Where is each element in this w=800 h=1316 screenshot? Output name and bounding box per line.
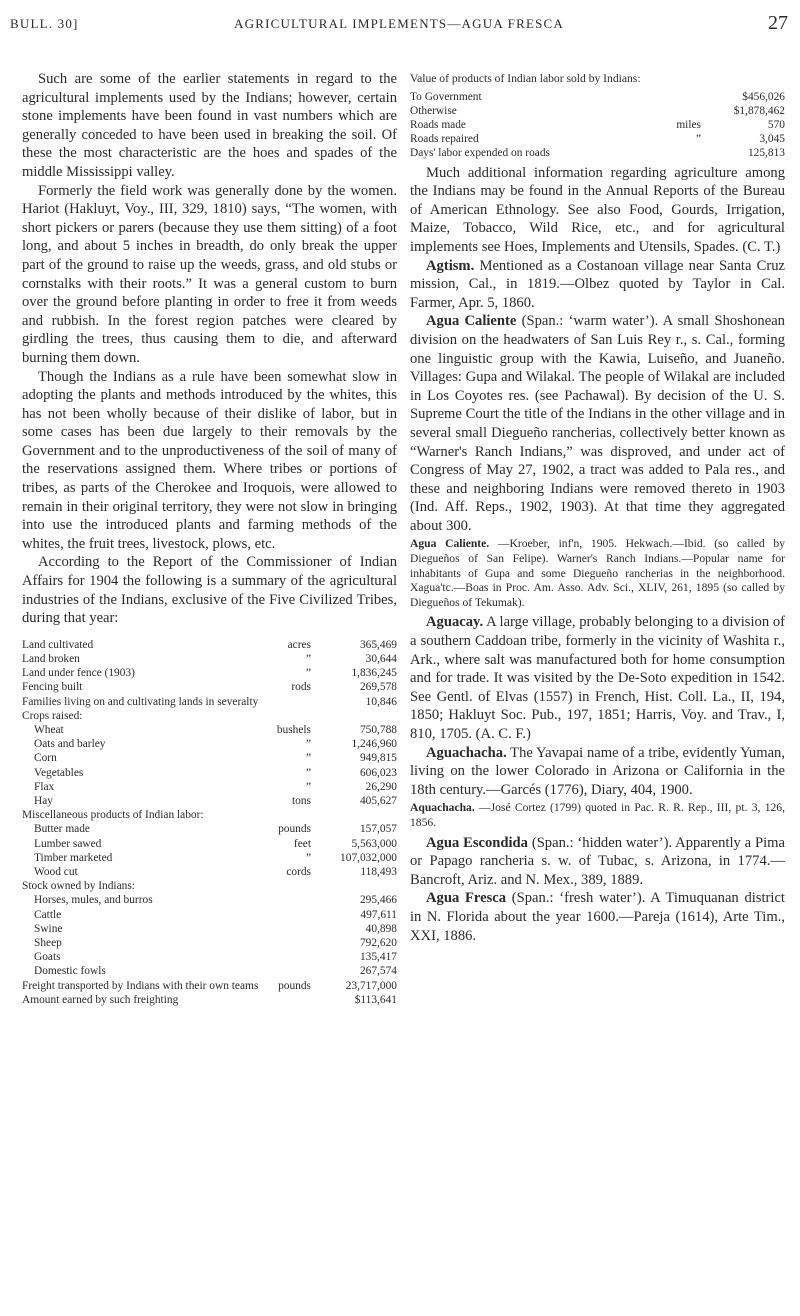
closing-paragraph: Much additional information regarding agriculture among the Indians may be found in the Annual Reports of the Bureau of American Ethnology. See also Food, Gourds, Irrigation, Maize, Tobacco, Wild Rice, etc., and for agricultural implements see Hoes, Implements and Utensils, Spades. (C. T.) [410,164,785,255]
table-row [22,865,397,879]
dictionary-entry [410,312,785,535]
entry-text: (Span.: ‘hidden water’). Apparently a Pima or Papago rancheria s. w. of Tubac, s. Arizona, in 1774.—Bancroft, Ariz. and N. Mex., 389, 1889. [410,834,785,888]
row-unit: miles [676,118,701,131]
row-unit [259,922,315,936]
row-label: Land cultivated [22,638,94,651]
dictionary-entry [410,744,785,800]
table-row [22,808,397,822]
value-intro: Value of products of Indian labor sold by Indians: [410,72,641,85]
row-label: Wood cut [34,866,78,879]
synonymy-note [410,801,785,830]
running-header [10,12,788,40]
row-unit [259,993,315,1007]
row-value: 750,788 [359,724,397,737]
table-row [22,737,397,751]
row-value: 295,466 [359,894,397,907]
row-unit: pounds [278,823,311,836]
paragraph: Such are some of the earlier statements in regard to the agricultural implements used by the Indians; however, certain stone implements have been found in vast numbers which are generally conceded to have been used in breaking the soil. Of these the most characteristic are the hoes and spades of the middle Mississippi valley. [22,71,397,180]
row-unit: bushels [276,724,311,737]
table-row [22,879,397,893]
table-row [410,146,785,160]
row-unit [259,950,315,964]
paragraph: According to the Report of the Commissioner of Indian Affairs for 1904 the following is a summary of the agricultural industries of the Indians, exclusive of the Five Civilized Tribes, during that year: [22,554,397,627]
table-row [22,837,397,851]
row-value [315,808,397,822]
table-row [22,908,397,922]
entry-text: —Kroeber, inf'n, 1905. Hekwach.—Ibid. (so called by Diegueños of San Felipe). Warner's Ranch Indians.—Popular name for inhabitants of Gupa and some Diegueño rancherias in the neighborhood. Xagua'tc.—Boas in Proc. Am. Asso. Adv. Sci., XLIV, 261, 1895 (so called by Diegueños of Tekumak). [410,537,785,609]
row-value: 26,290 [365,780,397,793]
row-value: 30,644 [365,653,397,666]
table-row [22,638,397,652]
entry-headword: Agua Caliente. [410,537,490,551]
row-unit [259,936,315,950]
value-table [410,90,785,160]
row-value: 118,493 [360,866,397,879]
entry-text: Mentioned as a Costanoan village near Santa Cruz mission, Cal., in 1819.—Olbez quoted by Taylor in Cal. Farmer, Apr. 5, 1860. [410,257,785,311]
row-label: Wheat [34,724,64,737]
row-unit: ” [695,132,701,145]
row-value: 3,045 [759,132,785,145]
row-value: 135,417 [359,951,397,964]
table-row [22,936,397,950]
row-label: Swine [34,922,63,935]
agricultural-statistics-table [22,638,397,1007]
row-label: Goats [34,951,61,964]
row-value: $1,878,462 [733,104,785,117]
entry-text: (Span.: ‘warm water’). A small Shoshonean division on the headwaters of San Luis Rey r., s. Cal., forming one linguistic group with the Kawia, Luiseño, and Juaneño. Villages: Gupa and Wilakal. The people of Wilakal are included in Los Coyotes res. (see Pachawal). By decision of the U. S. Supreme Court the title of the Indians in the other village and in several small Diegueño rancherias, collectively better known as “Warner's Ranch Indians,” was disproved, and under act of Congress of May 27, 1902, a tract was added to Pala res., and these and neighboring Indians were removed thereto in 1903 (Ind. Aff. Reps., 1902, 1903). At that time they aggregated about 300. [410,313,785,534]
row-value: $113,641 [354,993,397,1006]
entry-headword: Aguacay. [426,614,484,631]
row-unit [259,695,315,709]
table-row [410,118,785,132]
row-unit: ” [305,780,311,793]
table-row [22,851,397,865]
table-row [22,780,397,794]
row-value: 365,469 [359,638,397,651]
entry-headword: Aquachacha. [410,801,475,815]
table-row [22,666,397,680]
row-label: Families living on and cultivating lands in severalty [22,695,259,708]
row-unit [259,808,315,822]
row-label: Miscellaneous products of Indian labor: [22,809,204,822]
row-value [315,879,397,893]
row-value: 949,815 [359,752,397,765]
row-value: 267,574 [359,965,397,978]
row-label: Roads made [410,118,466,131]
row-label: Flax [34,780,55,793]
dictionary-entries [410,257,785,946]
row-unit [259,908,315,922]
entry-text: The Yavapai name of a tribe, evidently Yuman, living on the lower Colorado in Arizona or California in the 18th century.—Garcés (1776), Diary, 404, 1900. [410,744,786,798]
row-value: 606,023 [359,766,397,779]
row-unit: ” [305,653,311,666]
row-label: Butter made [34,823,90,836]
entry-text: —José Cortez (1799) quoted in Pac. R. R. Rep., III, pt. 3, 126, 1856. [410,801,785,829]
row-unit [259,879,315,893]
row-value: 269,578 [359,681,397,694]
table-row [410,90,785,104]
row-unit: pounds [278,979,311,992]
left-column [22,70,397,1007]
entry-text: (Span.: ‘fresh water’). A Timuquanan district in N. Florida about the year 1600.—Pareja (1614), Arte Tim., XXI, 1886. [410,890,785,944]
row-unit: ” [305,766,311,779]
row-label: Amount earned by such freighting [22,993,179,1006]
row-value: 405,627 [359,795,397,808]
row-label: Roads repaired [410,132,479,145]
row-value: 570 [767,118,785,131]
row-label: Fencing built [22,681,83,694]
entry-headword: Agtism. [426,257,475,274]
row-unit: ” [305,851,311,864]
row-unit: feet [293,837,311,850]
table-row [22,979,397,993]
table-row [22,794,397,808]
row-label: Sheep [34,937,62,950]
right-column [410,70,785,945]
row-unit [259,964,315,978]
row-unit: acres [287,638,311,651]
row-unit [655,90,705,104]
row-value: 157,057 [359,823,397,836]
row-label: Corn [34,752,57,765]
page-number: 27 [768,12,788,34]
entry-headword: Aguachacha. [426,744,507,761]
entry-headword: Agua Escondida [426,834,528,851]
row-unit: tons [292,795,311,808]
row-label: Vegetables [34,766,84,779]
row-value: 40,898 [365,922,397,935]
row-label: Domestic fowls [34,965,106,978]
row-unit [655,146,705,160]
entry-headword: Agua Fresca [426,890,507,907]
row-unit: rods [291,681,311,694]
row-label: Oats and barley [34,738,106,751]
bulletin-reference: BULL. 30] [10,16,79,31]
row-label: Timber marketed [34,851,113,864]
row-value: 5,563,000 [351,837,397,850]
row-label: Cattle [34,908,62,921]
row-value [315,709,397,723]
row-value: 107,032,000 [340,851,397,864]
row-label: Land under fence (1903) [22,667,135,680]
dictionary-entry [410,834,785,890]
row-value: 792,620 [359,937,397,950]
table-row [22,822,397,836]
row-value: $456,026 [742,90,785,103]
table-row [410,132,785,146]
dictionary-entry [410,257,785,313]
paragraph: Though the Indians as a rule have been somewhat slow in adopting the plants and methods introduced by the whites, this has not been wholly because of their dislike of labor, but in some cases has been due largely to their removals by the Government and to the unproductiveness of the soil of many of the reservations assigned them. Where tribes or portions of tribes, as parts of the Cherokee and Iroquois, were allowed to remain in their original territory, they were not slow in bringing into use the introduced plants and farming methods of the whites, the fruit trees, livestock, plows, etc. [22,368,397,552]
row-label: Freight transported by Indians with their own teams [22,979,259,992]
left-paragraphs [22,70,397,628]
synonymy-note [410,537,785,610]
table-row [22,680,397,694]
table-row [22,751,397,765]
row-value: 23,717,000 [345,979,397,992]
row-value: 497,611 [360,908,397,921]
table-row [22,964,397,978]
table-row [22,723,397,737]
row-label: Hay [34,795,53,808]
entry-headword: Agua Caliente [426,313,517,330]
dictionary-entry [410,889,785,945]
table-row [22,709,397,723]
row-label: Land broken [22,653,80,666]
entry-text: A large village, probably belonging to a division of a southern Caddoan tribe, formerly in the vicinity of Washita r., Ark., where salt was manufactured both for home consumption and for trade. It was visited by the De-Soto expedition in 1542. See Gentl. of Elvas (1557) in French, Hist. Coll. La., II, 194, 1850; Hakluyt Soc. Pub., 197, 1851; Harris, Voy. and Trav., I, 810, 1705. (A. C. F.) [410,614,785,742]
row-label: Horses, mules, and burros [34,894,153,907]
running-title: AGRICULTURAL IMPLEMENTS—AGUA FRESCA [234,16,564,31]
paragraph: Formerly the field work was generally done by the women. Hariot (Hakluyt, Voy., III, 329, 1810) says, “The women, with short pickers or parers (because they use them sitting) of a foot long, and about 5 inches in breadth, do only break the upper part of the ground to raise up the weeds, grass, and old stubs or cornstalks with their roots.” It was a general custom to burn over the ground before planting in order to free it from weeds and rubbish. In the forest region patches were cleared by girdling the trees, thus causing them to die, and afterward burning them down. [22,182,397,366]
table-row [22,950,397,964]
row-label: Days' labor expended on roads [410,146,550,159]
row-value: 10,846 [365,695,397,708]
row-label: Crops raised: [22,709,83,722]
table-row [22,695,397,709]
table-row [22,766,397,780]
row-label: Otherwise [410,104,457,117]
row-value: 125,813 [747,146,785,159]
row-unit [259,893,315,907]
row-label: Stock owned by Indians: [22,880,135,893]
dictionary-entry [410,613,785,743]
row-unit: ” [305,752,311,765]
row-value: 1,836,245 [351,667,397,680]
table-row [22,652,397,666]
table-row [22,893,397,907]
row-unit [259,709,315,723]
table-row [22,922,397,936]
row-label: To Government [410,90,482,103]
row-value: 1,246,960 [351,738,397,751]
row-unit [655,104,705,118]
row-unit: ” [305,738,311,751]
row-label: Lumber sawed [34,837,102,850]
table-row [22,993,397,1007]
row-unit: cords [286,866,311,879]
table-row [410,104,785,118]
row-unit: ” [305,667,311,680]
